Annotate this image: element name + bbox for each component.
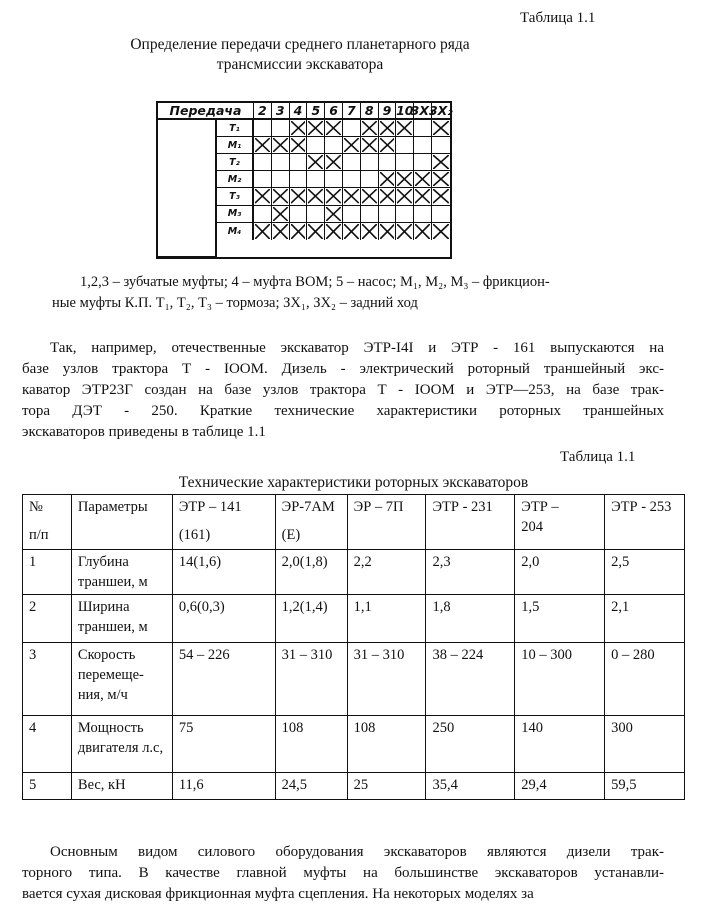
table-cell: 1,1 bbox=[347, 595, 426, 643]
table-header-text: ЭТР - 231 bbox=[432, 499, 493, 515]
table-header-row bbox=[23, 495, 685, 550]
table-cell: Мощность двигателя л.с, bbox=[71, 716, 172, 773]
paragraph-intro-line: тора ДЭТ - 250. Краткие технические характеристики роторных траншейных bbox=[22, 403, 664, 419]
table-cell: 35,4 bbox=[426, 773, 515, 800]
diagram-empty-cell bbox=[396, 154, 414, 171]
diagram-empty-cell bbox=[396, 206, 414, 223]
diagram-title-line1: Определение передачи среднего планетарного ряда bbox=[130, 36, 470, 53]
table-header-text: ЭР – 7П bbox=[353, 499, 404, 515]
diagram-empty-cell bbox=[307, 137, 325, 154]
table-header-cell bbox=[605, 495, 685, 550]
diagram-gear-header: 8 bbox=[361, 103, 379, 120]
diagram-empty-cell bbox=[325, 171, 343, 188]
diagram-cross-mark bbox=[379, 223, 397, 240]
diagram-gear-header: 9 bbox=[379, 103, 397, 120]
diagram-empty-cell bbox=[414, 206, 432, 223]
diagram-empty-cell bbox=[379, 154, 397, 171]
diagram-empty-cell bbox=[307, 171, 325, 188]
paragraph-intro-line: каватор ЭТР23Г создан на базе узлов трактора Т - IООМ и ЭТР—253, на базе трак- bbox=[22, 382, 664, 398]
gear-engagement-diagram bbox=[156, 101, 452, 259]
diagram-cross-mark bbox=[254, 223, 272, 240]
diagram-cross-mark bbox=[396, 120, 414, 137]
diagram-empty-cell bbox=[361, 206, 379, 223]
diagram-gear-header: 7 bbox=[343, 103, 361, 120]
diagram-row-label: T₁ bbox=[217, 120, 254, 137]
diagram-cross-mark bbox=[272, 223, 290, 240]
table-cell: 300 bbox=[605, 716, 685, 773]
diagram-cross-mark bbox=[290, 120, 308, 137]
table-cell: 2,1 bbox=[605, 595, 685, 643]
diagram-cross-mark bbox=[307, 223, 325, 240]
diagram-empty-cell bbox=[254, 154, 272, 171]
table-cell: 2,2 bbox=[347, 550, 426, 595]
table-cell: 14(1,6) bbox=[172, 550, 275, 595]
diagram-cross-mark bbox=[361, 137, 379, 154]
diagram-cross-mark bbox=[290, 223, 308, 240]
paragraph-continuation-line: торного типа. В качестве главной муфты на большинстве экскаваторов устанавли- bbox=[22, 865, 664, 881]
table-cell: 2,0 bbox=[515, 550, 605, 595]
tech-characteristics-table bbox=[22, 494, 685, 800]
diagram-row-label: M₂ bbox=[217, 171, 254, 188]
diagram-empty-cell bbox=[307, 206, 325, 223]
diagram-empty-cell bbox=[272, 154, 290, 171]
diagram-cross-mark bbox=[343, 137, 361, 154]
table-row bbox=[23, 550, 685, 595]
diagram-cross-mark bbox=[379, 120, 397, 137]
diagram-empty-cell bbox=[361, 171, 379, 188]
diagram-cross-mark bbox=[379, 188, 397, 205]
diagram-empty-cell bbox=[414, 154, 432, 171]
diagram-empty-cell bbox=[379, 206, 397, 223]
diagram-cross-mark bbox=[272, 137, 290, 154]
diagram-row-label: M₁ bbox=[217, 137, 254, 154]
table-header-text: ЭТР – 141 bbox=[178, 499, 242, 515]
paragraph-continuation-line: Основным видом силового оборудования экскаваторов являются дизели трак- bbox=[50, 844, 664, 860]
table-cell: 31 – 310 bbox=[275, 643, 347, 716]
table-label-top: Таблица 1.1 bbox=[520, 10, 596, 26]
diagram-empty-cell bbox=[325, 137, 343, 154]
table-header-cell bbox=[172, 495, 275, 550]
diagram-cross-mark bbox=[361, 120, 379, 137]
table-cell: 2,3 bbox=[426, 550, 515, 595]
diagram-empty-cell bbox=[254, 206, 272, 223]
table-header-cell bbox=[275, 495, 347, 550]
paragraph-intro-line: экскаваторов приведены в таблице 1.1 bbox=[22, 424, 266, 440]
table-header-cell bbox=[515, 495, 605, 550]
table-cell: 2,0(1,8) bbox=[275, 550, 347, 595]
table-header-cell bbox=[347, 495, 426, 550]
table-cell: Скорость перемеще-ния, м/ч bbox=[71, 643, 172, 716]
table-cell: 1,5 bbox=[515, 595, 605, 643]
diagram-header-cell: Передача bbox=[158, 103, 254, 120]
diagram-cross-mark bbox=[432, 223, 450, 240]
table-label: Таблица 1.1 bbox=[560, 449, 636, 465]
diagram-blank-block bbox=[158, 120, 217, 257]
paragraph-intro-line: Так, например, отечественные экскаватор ЭТР-I4I и ЭТР - 161 выпускаются на bbox=[50, 340, 664, 356]
table-cell: 108 bbox=[347, 716, 426, 773]
table-cell: 1,8 bbox=[426, 595, 515, 643]
diagram-cross-mark bbox=[432, 120, 450, 137]
diagram-title bbox=[60, 35, 540, 75]
diagram-cross-mark bbox=[361, 223, 379, 240]
diagram-empty-cell bbox=[343, 171, 361, 188]
diagram-empty-cell bbox=[432, 137, 450, 154]
table-cell: 108 bbox=[275, 716, 347, 773]
diagram-legend-line2: ные муфты К.П. Т₁, Т₂, Т₃ – тормоза; ЗХ₁, ЗХ₂ – задний ход bbox=[52, 295, 418, 311]
diagram-row-label: T₃ bbox=[217, 188, 254, 205]
table-cell: 140 bbox=[515, 716, 605, 773]
diagram-empty-cell bbox=[272, 120, 290, 137]
table-header-cell bbox=[23, 495, 72, 550]
diagram-cross-mark bbox=[325, 188, 343, 205]
diagram-cross-mark bbox=[379, 171, 397, 188]
table-cell: 5 bbox=[23, 773, 72, 800]
diagram-gear-header: 2 bbox=[254, 103, 272, 120]
paragraph-intro bbox=[22, 338, 664, 443]
diagram-cross-mark bbox=[254, 188, 272, 205]
table-cell: 0,6(0,3) bbox=[172, 595, 275, 643]
diagram-cross-mark bbox=[414, 223, 432, 240]
diagram-empty-cell bbox=[290, 154, 308, 171]
diagram-gear-header: 10 bbox=[396, 103, 414, 120]
table-header-text: ЭР-7АМ bbox=[281, 499, 335, 515]
diagram-cross-mark bbox=[254, 137, 272, 154]
table-cell: 38 – 224 bbox=[426, 643, 515, 716]
table-cell: 0 – 280 bbox=[605, 643, 685, 716]
table-cell: 75 bbox=[172, 716, 275, 773]
table-cell: 3 bbox=[23, 643, 72, 716]
table-cell: Ширина траншеи, м bbox=[71, 595, 172, 643]
diagram-cross-mark bbox=[432, 154, 450, 171]
diagram-empty-cell bbox=[272, 171, 290, 188]
diagram-row-label: M₃ bbox=[217, 206, 254, 223]
diagram-empty-cell bbox=[414, 137, 432, 154]
table-header-text: № bbox=[29, 499, 43, 515]
diagram-cross-mark bbox=[343, 188, 361, 205]
diagram-gear-header: 3 bbox=[272, 103, 290, 120]
diagram-cross-mark bbox=[307, 120, 325, 137]
table-row bbox=[23, 716, 685, 773]
table-row bbox=[23, 773, 685, 800]
table-cell: 25 bbox=[347, 773, 426, 800]
table-row bbox=[23, 643, 685, 716]
table-cell: 10 – 300 bbox=[515, 643, 605, 716]
diagram-cross-mark bbox=[325, 120, 343, 137]
diagram-empty-cell bbox=[290, 171, 308, 188]
diagram-cross-mark bbox=[290, 137, 308, 154]
diagram-cross-mark bbox=[432, 171, 450, 188]
paragraph-continuation-line: вается сухая дисковая фрикционная муфта сцепления. На некоторых моделях за bbox=[22, 886, 534, 902]
table-header-text: 204 bbox=[521, 519, 544, 535]
diagram-cross-mark bbox=[343, 223, 361, 240]
table-header-text: ЭТР - 253 bbox=[611, 499, 672, 515]
diagram-row-label: M₄ bbox=[217, 223, 254, 240]
table-cell: 4 bbox=[23, 716, 72, 773]
diagram-cross-mark bbox=[272, 188, 290, 205]
diagram-empty-cell bbox=[343, 120, 361, 137]
diagram-cross-mark bbox=[272, 206, 290, 223]
diagram-empty-cell bbox=[432, 206, 450, 223]
diagram-gear-header: 5 bbox=[307, 103, 325, 120]
diagram-cross-mark bbox=[414, 188, 432, 205]
diagram-cross-mark bbox=[432, 188, 450, 205]
diagram-row-label: T₂ bbox=[217, 154, 254, 171]
diagram-empty-cell bbox=[396, 137, 414, 154]
diagram-cross-mark bbox=[396, 171, 414, 188]
diagram-cross-mark bbox=[361, 188, 379, 205]
table-header-text: п/п bbox=[29, 527, 49, 543]
table-row bbox=[23, 595, 685, 643]
diagram-empty-cell bbox=[254, 171, 272, 188]
diagram-empty-cell bbox=[290, 206, 308, 223]
table-cell: Глубина траншеи, м bbox=[71, 550, 172, 595]
table-cell: 59,5 bbox=[605, 773, 685, 800]
diagram-cross-mark bbox=[414, 171, 432, 188]
diagram-cross-mark bbox=[290, 188, 308, 205]
table-header-text: ЭТР – bbox=[521, 499, 559, 515]
diagram-cross-mark bbox=[307, 188, 325, 205]
diagram-cross-mark bbox=[396, 188, 414, 205]
table-cell: Вес, кН bbox=[71, 773, 172, 800]
diagram-empty-cell bbox=[361, 154, 379, 171]
table-header-text: (Е) bbox=[281, 527, 301, 543]
table-header-cell bbox=[426, 495, 515, 550]
diagram-cross-mark bbox=[379, 137, 397, 154]
table-cell: 1 bbox=[23, 550, 72, 595]
diagram-cross-mark bbox=[325, 223, 343, 240]
diagram-empty-cell bbox=[254, 120, 272, 137]
table-header-text: Параметры bbox=[77, 499, 148, 515]
table-cell: 54 – 226 bbox=[172, 643, 275, 716]
table-cell: 29,4 bbox=[515, 773, 605, 800]
diagram-empty-cell bbox=[343, 154, 361, 171]
table-cell: 24,5 bbox=[275, 773, 347, 800]
diagram-gear-header: 3X₂ bbox=[432, 103, 450, 120]
diagram-gear-header: 6 bbox=[325, 103, 343, 120]
diagram-cross-mark bbox=[307, 154, 325, 171]
table-cell: 2 bbox=[23, 595, 72, 643]
diagram-legend-line1: 1,2,3 – зубчатые муфты; 4 – муфта ВОМ; 5 – насос; М₁, М₂, М₃ – фрикцион- bbox=[80, 274, 550, 290]
diagram-empty-cell bbox=[343, 206, 361, 223]
paragraph-continuation bbox=[22, 842, 664, 905]
diagram-empty-cell bbox=[414, 120, 432, 137]
diagram-gear-header: 3X₁ bbox=[414, 103, 432, 120]
table-header-cell bbox=[71, 495, 172, 550]
table-cell: 11,6 bbox=[172, 773, 275, 800]
diagram-cross-mark bbox=[325, 154, 343, 171]
diagram-cross-mark bbox=[396, 223, 414, 240]
diagram-cross-mark bbox=[325, 206, 343, 223]
diagram-gear-header: 4 bbox=[290, 103, 308, 120]
table-header-text: (161) bbox=[178, 527, 211, 543]
table-title: Технические характеристики роторных экскаваторов bbox=[178, 474, 529, 491]
paragraph-intro-line: базе узлов трактора Т - IООМ. Дизель - электрический роторный траншейный экс- bbox=[22, 361, 664, 377]
table-cell: 31 – 310 bbox=[347, 643, 426, 716]
table-cell: 250 bbox=[426, 716, 515, 773]
diagram-title-line2: трансмиссии экскаватора bbox=[216, 56, 384, 73]
table-cell: 1,2(1,4) bbox=[275, 595, 347, 643]
table-cell: 2,5 bbox=[605, 550, 685, 595]
